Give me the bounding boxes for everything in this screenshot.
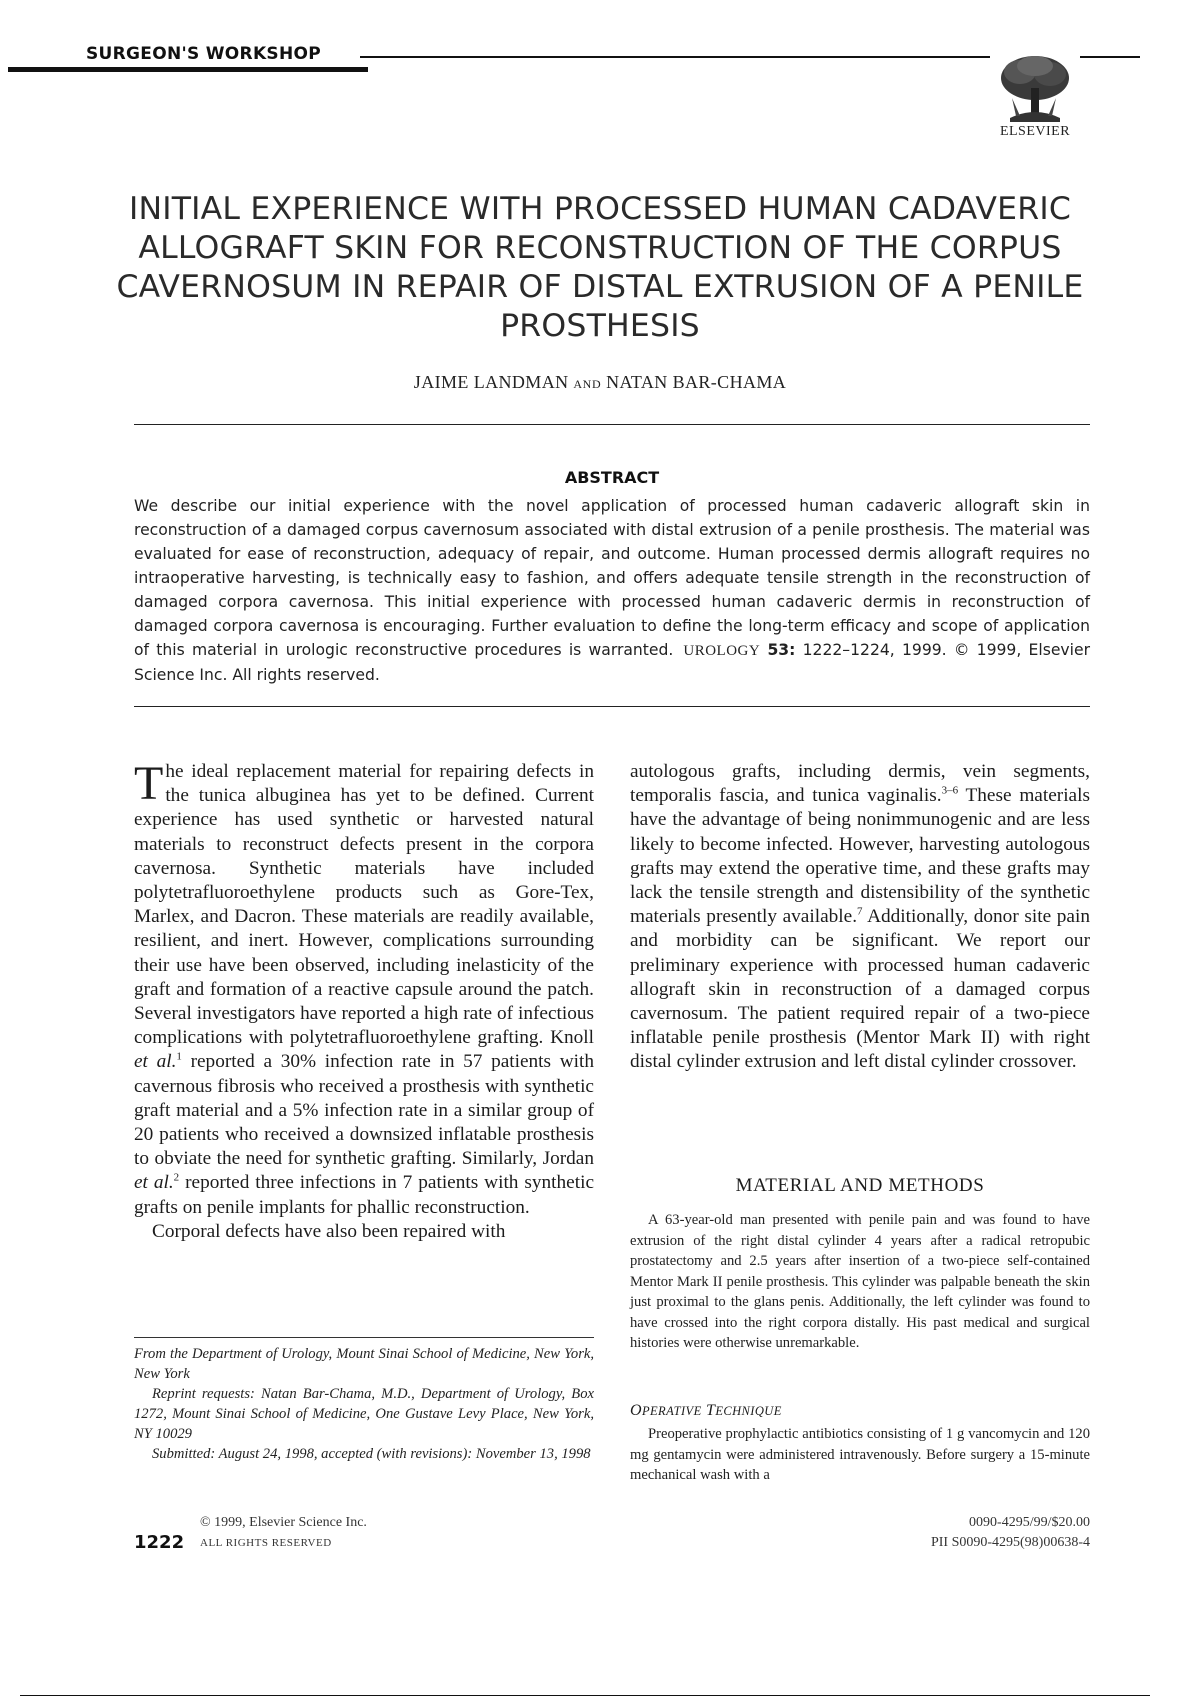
intro-text-b: reported a 30% infection rate in 57 patients with cavernous fibrosis who received a prosthesis with synthetic graft material and a 5% infection rate in a similar group of 20 patients who received a downsized inflatable prosthesis to obviate the need for synthetic grafting. Similarly, Jordan (134, 1051, 594, 1170)
abstract-top-rule (134, 424, 1090, 425)
dropcap: T (134, 757, 164, 810)
subheading-cap-1: O (630, 1402, 642, 1419)
journal-name: UROLOGY (683, 643, 761, 659)
subsection-heading-operative (630, 1402, 1090, 1420)
abstract-body (134, 494, 1090, 687)
author-1: JAIME LANDMAN (413, 372, 569, 392)
footnotes (134, 1344, 594, 1464)
operative-paragraph (630, 1424, 1090, 1486)
article-title: INITIAL EXPERIENCE WITH PROCESSED HUMAN CADAVERIC ALLOGRAFT SKIN FOR RECONSTRUCTION OF THE CORPUS CAVERNOSUM IN REPAIR OF DISTAL EXTRUSION OF A PENILE PROSTHESIS (116, 191, 1084, 344)
et-al-1: et al. (134, 1051, 177, 1073)
page-number: 1222 (134, 1532, 185, 1553)
header-rule-thick (8, 67, 368, 72)
intro-text-c: reported three infections in 7 patients with synthetic grafts on penile implants for phallic reconstruction. (134, 1172, 594, 1218)
right-paragraph (630, 760, 1090, 1075)
right-column (630, 760, 1090, 1075)
citation-rest: 1222–1224, 1999. © 1999, Elsevier Science Inc. All rights reserved. (134, 641, 1091, 684)
subheading-rest-1: PERATIVE (641, 1404, 702, 1418)
operative-text: Preoperative prophylactic antibiotics consisting of 1 g vancomycin and 120 mg gentamycin were administered intravenously. Before surgery a 15-minute mechanical wash with a (630, 1426, 1090, 1483)
methods-paragraph (630, 1210, 1090, 1354)
intro-paragraph (134, 757, 594, 1220)
footnote-rule (134, 1337, 594, 1338)
footer-rights: ALL RIGHTS RESERVED (200, 1537, 332, 1549)
ref-3: 3–6 (941, 784, 959, 797)
right-text-a: autologous grafts, including dermis, vein segments, temporalis fascia, and tunica vaginalis. (630, 761, 1090, 807)
left-column (134, 757, 594, 1244)
ref-4: 7 (857, 905, 863, 918)
footnote-submitted: Submitted: August 24, 1998, accepted (with revisions): November 13, 1998 (152, 1446, 591, 1462)
ref-2: 2 (173, 1172, 180, 1185)
methods-text: A 63-year-old man presented with penile pain and was found to have extrusion of the right distal cylinder 4 years after a radical retropubic prostatectomy and 2.5 years after insertion of a two-piece self-contained Mentor Mark II penile prosthesis. This cylinder was palpable beneath the skin just proximal to the glans penis. Additionally, the left cylinder was found to have crossed into the right corpora distally. His past medical and surgical histories were otherwise unremarkable. (630, 1212, 1090, 1351)
abstract-text: We describe our initial experience with the novel application of processed human cadaveric allograft skin in reconstruction of a damaged corpus cavernosum associated with distal extrusion of a penile prosthesis. The material was evaluated for ease of reconstruction, adequacy of repair, and outcome. Human processed dermis allograft requires no intraoperative harvesting, is technically easy to fashion, and offers adequate tensile strength in the reconstruction of damaged corpora cavernosa. This initial experience with processed human cadaveric dermis in reconstruction of damaged corpora cavernosa is encouraging. Further evaluation to define the long-term efficacy and scope of application of this material in urologic reconstructive procedures is warranted. (134, 497, 1090, 659)
publisher-name: ELSEVIER (999, 124, 1071, 139)
subheading-rest-2: ECHNIQUE (715, 1404, 782, 1418)
footer-copyright: © 1999, Elsevier Science Inc. (200, 1515, 367, 1530)
bottom-rule (20, 1695, 1150, 1696)
journal-volume: 53: (767, 641, 796, 659)
abstract-bottom-rule (134, 706, 1090, 707)
subheading-cap-2: T (706, 1402, 716, 1419)
intro-text-a: he ideal replacement material for repairing defects in the tunica albuginea has yet to be defined. Current experience has used synthetic or harvested natural materials to reconstruct defects present in the corpora cavernosa. Synthetic materials have included polytetrafluoroethylene products such as Gore-Tex, Marlex, and Dacron. These materials are readily available, resilient, and inert. However, complications surrounding their use have been observed, including inelasticity of the graft and formation of a reactive capsule around the patch. Several investigators have reported a high rate of infectious complications with polytetrafluoroethylene grafting. Knoll (134, 761, 594, 1049)
section-heading-methods: MATERIAL AND METHODS (735, 1175, 985, 1196)
footnote-affiliation: From the Department of Urology, Mount Sinai School of Medicine, New York, New York (134, 1346, 594, 1382)
authors (100, 372, 1100, 393)
right-text-c: Additionally, donor site pain and morbidity can be significant. We report our preliminary experience with processed human cadaveric allograft skin in reconstruction of a damaged corpus cavernosum. The patient required repair of a two-piece inflatable penile prosthesis (Mentor Mark II) with right distal cylinder extrusion and left distal cylinder crossover. (630, 906, 1090, 1073)
ref-1: 1 (176, 1051, 182, 1064)
footnote-reprint: Reprint requests: Natan Bar-Chama, M.D., Department of Urology, Box 1272, Mount Sinai School of Medicine, One Gustave Levy Place, New York, NY 10029 (134, 1386, 594, 1442)
et-al-2: et al. (134, 1172, 174, 1194)
author-2: NATAN BAR-CHAMA (606, 372, 787, 392)
footer-issn: 0090-4295/99/$20.00 (969, 1515, 1090, 1530)
author-and: AND (573, 377, 602, 391)
corporal-paragraph: Corporal defects have also been repaired with (152, 1220, 506, 1242)
footer-pii: PII S0090-4295(98)00638-4 (930, 1535, 1090, 1550)
right-text-b: These materials have the advantage of being nonimmunogenic and are less likely to become infected. However, harvesting autologous grafts may extend the operative time, and these grafts may lack the tensile strength and distensibility of the synthetic materials presently available. (630, 785, 1090, 928)
section-label: SURGEON'S WORKSHOP (86, 44, 321, 64)
abstract-heading: ABSTRACT (564, 468, 660, 487)
